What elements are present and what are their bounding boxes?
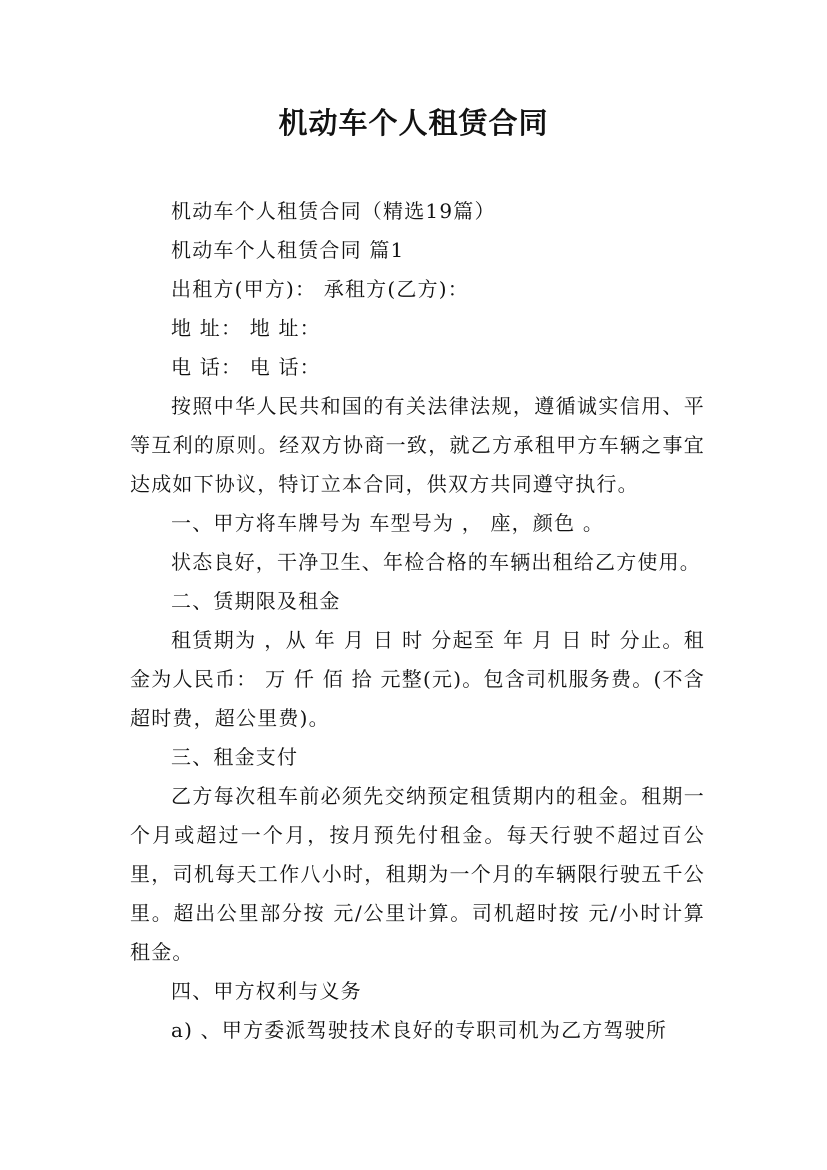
paragraph-address: 地 址： 地 址： bbox=[171, 316, 321, 340]
paragraph-section-4-item-a: a) 、甲方委派驾驶技术良好的专职司机为乙方驾驶所 bbox=[171, 1018, 668, 1042]
paragraph-heading-collection: 机动车个人租赁合同（精选19篇） bbox=[171, 199, 496, 223]
paragraph-phone: 电 话： 电 话： bbox=[171, 355, 321, 379]
paragraph-preamble: 按照中华人民共和国的有关法律法规，遵循诚实信用、平等互利的原则。经双方协商一致，就乙方承租甲方车辆之事宜达成如下协议，特订立本合同，供双方共同遵守执行。 bbox=[130, 394, 705, 496]
document-body bbox=[130, 192, 705, 1050]
paragraph-clause-1: 一、甲方将车牌号为 车型号为 ， 座，颜色 。 bbox=[171, 511, 605, 535]
document-title: 机动车个人租赁合同 bbox=[278, 106, 549, 140]
paragraph-parties: 出租方(甲方)： 承租方(乙方)： bbox=[171, 277, 469, 301]
paragraph-section-2-body: 租赁期为 ，从 年 月 日 时 分起至 年 月 日 时 分止。租金为人民币： 万 仟 佰 拾 元整(元)。包含司机服务费。(不含超时费，超公里费)。 bbox=[130, 628, 705, 730]
paragraph-section-3-body: 乙方每次租车前必须先交纳预定租赁期内的租金。租期一个月或超过一个月，按月预先付租金。每天行驶不超过百公里，司机每天工作八小时，租期为一个月的车辆限行驶五千公里。超出公里部分按 元/公里计算。司机超时按 元/小时计算租金。 bbox=[130, 784, 705, 964]
paragraph-clause-1-detail: 状态良好，干净卫生、年检合格的车辆出租给乙方使用。 bbox=[171, 550, 701, 574]
paragraph-section-4-heading: 四、甲方权利与义务 bbox=[171, 979, 362, 1003]
paragraph-section-2-heading: 二、赁期限及租金 bbox=[171, 589, 341, 613]
paragraph-heading-part1: 机动车个人租赁合同 篇1 bbox=[171, 238, 405, 262]
paragraph-section-3-heading: 三、租金支付 bbox=[171, 745, 299, 769]
